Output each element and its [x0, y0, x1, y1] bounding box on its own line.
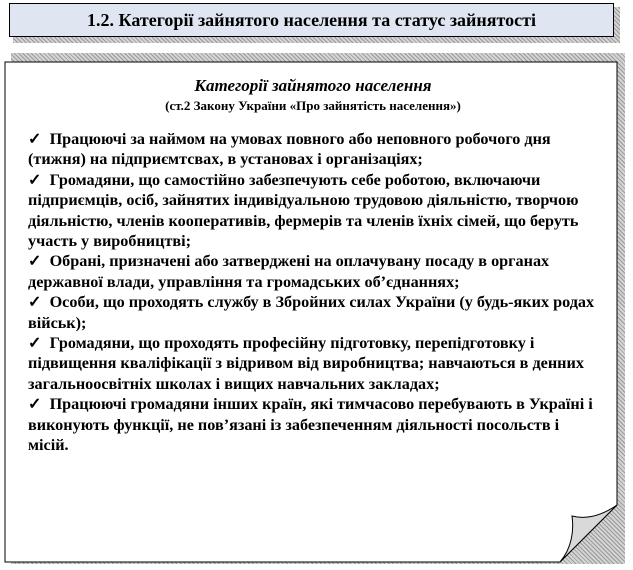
page-title: 1.2. Категорії зайнятого населення та статус зайнятості [9, 3, 614, 37]
list-item-text: Особи, що проходять службу в Збройних силах України (у будь-яких родах військ); [28, 293, 595, 332]
categories-list [28, 129, 598, 456]
list-item [28, 251, 598, 292]
list-item [28, 129, 598, 170]
card-heading: Категорії зайнятого населення [194, 76, 432, 95]
list-item-text: Працюючі громадяни інших країн, які тимчасово перебувають в Україні і виконують функції, не пов’язані із забезпеченням діяльності посольств і місій. [28, 395, 593, 455]
checkmark-icon: ✓ [28, 334, 42, 353]
list-item-text: Обрані, призначені або затверджені на оплачувану посаду в органах державної влади, управління та громадських об’єднаннях; [28, 252, 550, 291]
checkmark-icon: ✓ [28, 293, 42, 312]
checkmark-icon: ✓ [28, 252, 42, 271]
list-item [28, 394, 598, 455]
list-item [28, 170, 598, 252]
list-item [28, 292, 598, 333]
list-item-text: Громадяни, що проходять професійну підготовку, перепідготовку і підвищення кваліфікації з відривом від виробництва; навчаються в денних загальноосвітніх школах і вищих навчальних закладах; [28, 334, 584, 393]
list-item [28, 333, 598, 394]
checkmark-icon: ✓ [28, 130, 42, 148]
checkmark-icon: ✓ [28, 170, 42, 189]
list-item-text: Працюючі за наймом на умовах повного або неповного робочого дня (тижня) на підприємтсвах, в установах і організаціях; [28, 130, 551, 169]
checkmark-icon: ✓ [28, 395, 42, 414]
card-subheading: (ст.2 Закону України «Про зайнятість населення») [165, 98, 461, 113]
card-content [28, 76, 598, 456]
list-item-text: Громадяни, що самостійно забезпечують себе роботою, включаючи підприємців, осіб, зайнятих індивідуальною трудовою діяльністю, творчою діяльністю, членів кооперативів, фермерів та членів їхніх сімей, що беруть участь у виробництві; [28, 170, 579, 251]
